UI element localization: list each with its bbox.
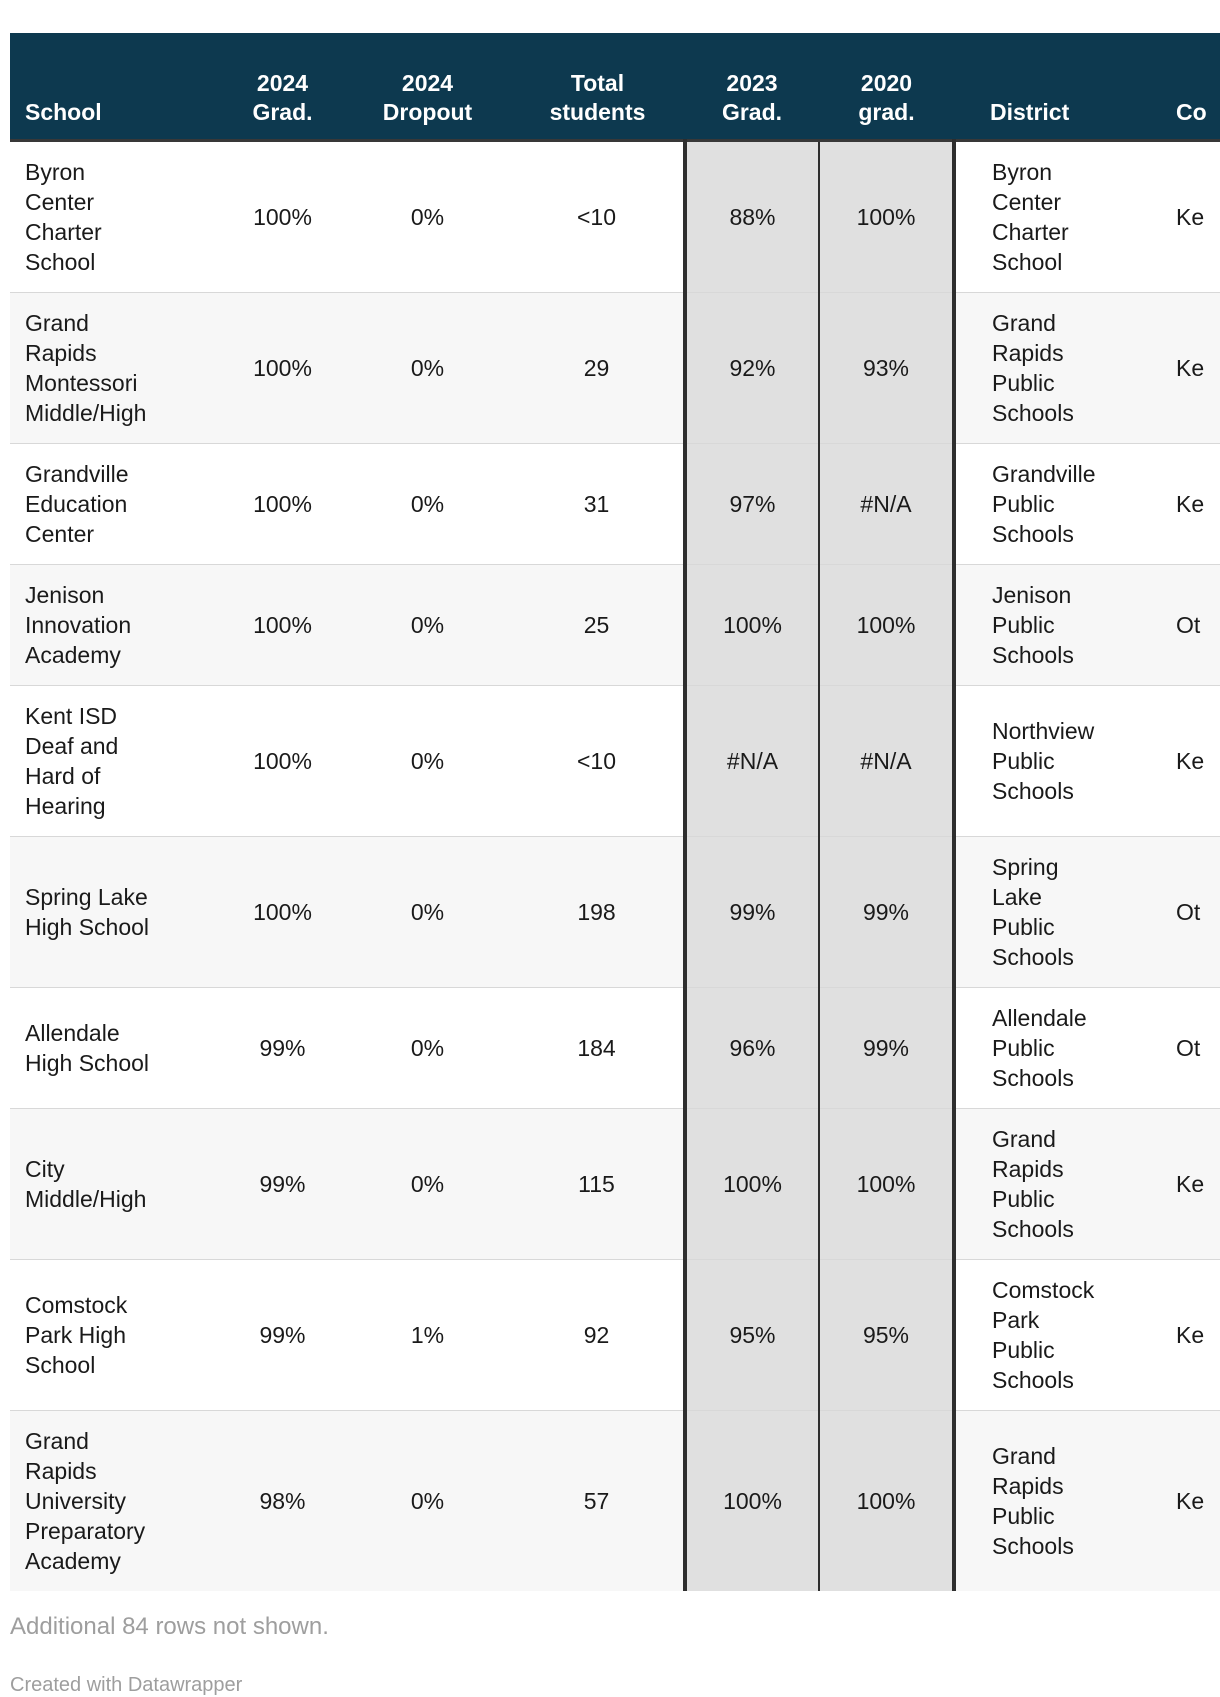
cell-2024-grad: 100% — [220, 444, 345, 565]
table-row — [10, 837, 1220, 988]
cell-2023-grad: 97% — [685, 444, 819, 565]
column-header-district: District — [954, 33, 1162, 141]
cell-district: Spring Lake Public Schools — [954, 837, 1162, 988]
cell-2023-grad: 95% — [685, 1260, 819, 1411]
cell-2024-dropout: 1% — [345, 1260, 510, 1411]
cell-district: Comstock Park Public Schools — [954, 1260, 1162, 1411]
table-row — [10, 444, 1220, 565]
table-body — [10, 141, 1220, 1592]
column-header-county: Co — [1162, 33, 1220, 141]
cell-district: Grand Rapids Public Schools — [954, 293, 1162, 444]
cell-2020-grad: #N/A — [819, 686, 954, 837]
cell-2024-dropout: 0% — [345, 686, 510, 837]
datawrapper-attribution-link[interactable]: Created with Datawrapper — [10, 1674, 243, 1696]
cell-school: Grand Rapids Montessori Middle/High — [10, 293, 220, 444]
cell-school: Spring Lake High School — [10, 837, 220, 988]
cell-total-students: 57 — [510, 1411, 685, 1592]
cell-total-students: 25 — [510, 565, 685, 686]
cell-2023-grad: 100% — [685, 565, 819, 686]
cell-school: Jenison Innovation Academy — [10, 565, 220, 686]
cell-school: Grandville Education Center — [10, 444, 220, 565]
cell-2020-grad: 99% — [819, 837, 954, 988]
cell-2023-grad: 100% — [685, 1411, 819, 1592]
cell-county: Ke — [1162, 1109, 1220, 1260]
cell-district: Jenison Public Schools — [954, 565, 1162, 686]
column-header-total-students: Total students — [510, 33, 685, 141]
cell-district: Grand Rapids Public Schools — [954, 1411, 1162, 1592]
cell-2024-dropout: 0% — [345, 565, 510, 686]
cell-2024-dropout: 0% — [345, 988, 510, 1109]
cell-2023-grad: 88% — [685, 141, 819, 293]
cell-2020-grad: 100% — [819, 1109, 954, 1260]
cell-total-students: 115 — [510, 1109, 685, 1260]
table-row — [10, 565, 1220, 686]
table-header — [10, 33, 1220, 141]
cell-2024-dropout: 0% — [345, 141, 510, 293]
table-row — [10, 988, 1220, 1109]
cell-county: Ke — [1162, 293, 1220, 444]
column-header-2020-grad: 2020 grad. — [819, 33, 954, 141]
cell-county: Ke — [1162, 141, 1220, 293]
table-row — [10, 293, 1220, 444]
column-header-school: School — [10, 33, 220, 141]
cell-2020-grad: 100% — [819, 1411, 954, 1592]
cell-2023-grad: 100% — [685, 1109, 819, 1260]
table-row — [10, 1411, 1220, 1592]
cell-total-students: 198 — [510, 837, 685, 988]
cell-2024-dropout: 0% — [345, 1411, 510, 1592]
cell-district: Northview Public Schools — [954, 686, 1162, 837]
cell-total-students: 31 — [510, 444, 685, 565]
cell-2024-dropout: 0% — [345, 444, 510, 565]
cell-school: Grand Rapids University Preparatory Academy — [10, 1411, 220, 1592]
column-header-2024-dropout: 2024 Dropout — [345, 33, 510, 141]
table-row — [10, 1260, 1220, 1411]
cell-2024-dropout: 0% — [345, 293, 510, 444]
table-row — [10, 1109, 1220, 1260]
cell-2023-grad: 92% — [685, 293, 819, 444]
cell-2023-grad: #N/A — [685, 686, 819, 837]
cell-2020-grad: 100% — [819, 565, 954, 686]
cell-county: Ke — [1162, 444, 1220, 565]
cell-school: Kent ISD Deaf and Hard of Hearing — [10, 686, 220, 837]
cell-2024-grad: 99% — [220, 1109, 345, 1260]
cell-total-students: <10 — [510, 686, 685, 837]
cell-district: Grandville Public Schools — [954, 444, 1162, 565]
cell-2020-grad: #N/A — [819, 444, 954, 565]
column-header-2024-grad: 2024 Grad. — [220, 33, 345, 141]
cell-total-students: 92 — [510, 1260, 685, 1411]
cell-2024-grad: 100% — [220, 141, 345, 293]
cell-2024-grad: 98% — [220, 1411, 345, 1592]
cell-school: Allendale High School — [10, 988, 220, 1109]
column-header-2023-grad: 2023 Grad. — [685, 33, 819, 141]
cell-2020-grad: 95% — [819, 1260, 954, 1411]
table-viewport — [10, 33, 1220, 1591]
graduation-table — [10, 33, 1220, 1591]
cell-total-students: 184 — [510, 988, 685, 1109]
table-row — [10, 141, 1220, 293]
cell-district: Allendale Public Schools — [954, 988, 1162, 1109]
cell-county: Ke — [1162, 1260, 1220, 1411]
cell-2024-grad: 100% — [220, 686, 345, 837]
cell-district: Grand Rapids Public Schools — [954, 1109, 1162, 1260]
cell-2024-dropout: 0% — [345, 837, 510, 988]
cell-county: Ke — [1162, 686, 1220, 837]
cell-2024-grad: 99% — [220, 1260, 345, 1411]
cell-total-students: <10 — [510, 141, 685, 293]
cell-2024-grad: 100% — [220, 837, 345, 988]
cell-2020-grad: 93% — [819, 293, 954, 444]
cell-2023-grad: 96% — [685, 988, 819, 1109]
cell-2024-grad: 100% — [220, 293, 345, 444]
cell-2024-dropout: 0% — [345, 1109, 510, 1260]
cell-2024-grad: 99% — [220, 988, 345, 1109]
cell-county: Ot — [1162, 565, 1220, 686]
cell-county: Ot — [1162, 988, 1220, 1109]
cell-2020-grad: 99% — [819, 988, 954, 1109]
cell-school: Comstock Park High School — [10, 1260, 220, 1411]
cell-county: Ke — [1162, 1411, 1220, 1592]
cell-district: Byron Center Charter School — [954, 141, 1162, 293]
cell-county: Ot — [1162, 837, 1220, 988]
header-row — [10, 33, 1220, 141]
rows-not-shown-note: Additional 84 rows not shown. — [10, 1613, 329, 1640]
cell-school: City Middle/High — [10, 1109, 220, 1260]
table-row — [10, 686, 1220, 837]
cell-2023-grad: 99% — [685, 837, 819, 988]
cell-school: Byron Center Charter School — [10, 141, 220, 293]
cell-2020-grad: 100% — [819, 141, 954, 293]
cell-total-students: 29 — [510, 293, 685, 444]
cell-2024-grad: 100% — [220, 565, 345, 686]
